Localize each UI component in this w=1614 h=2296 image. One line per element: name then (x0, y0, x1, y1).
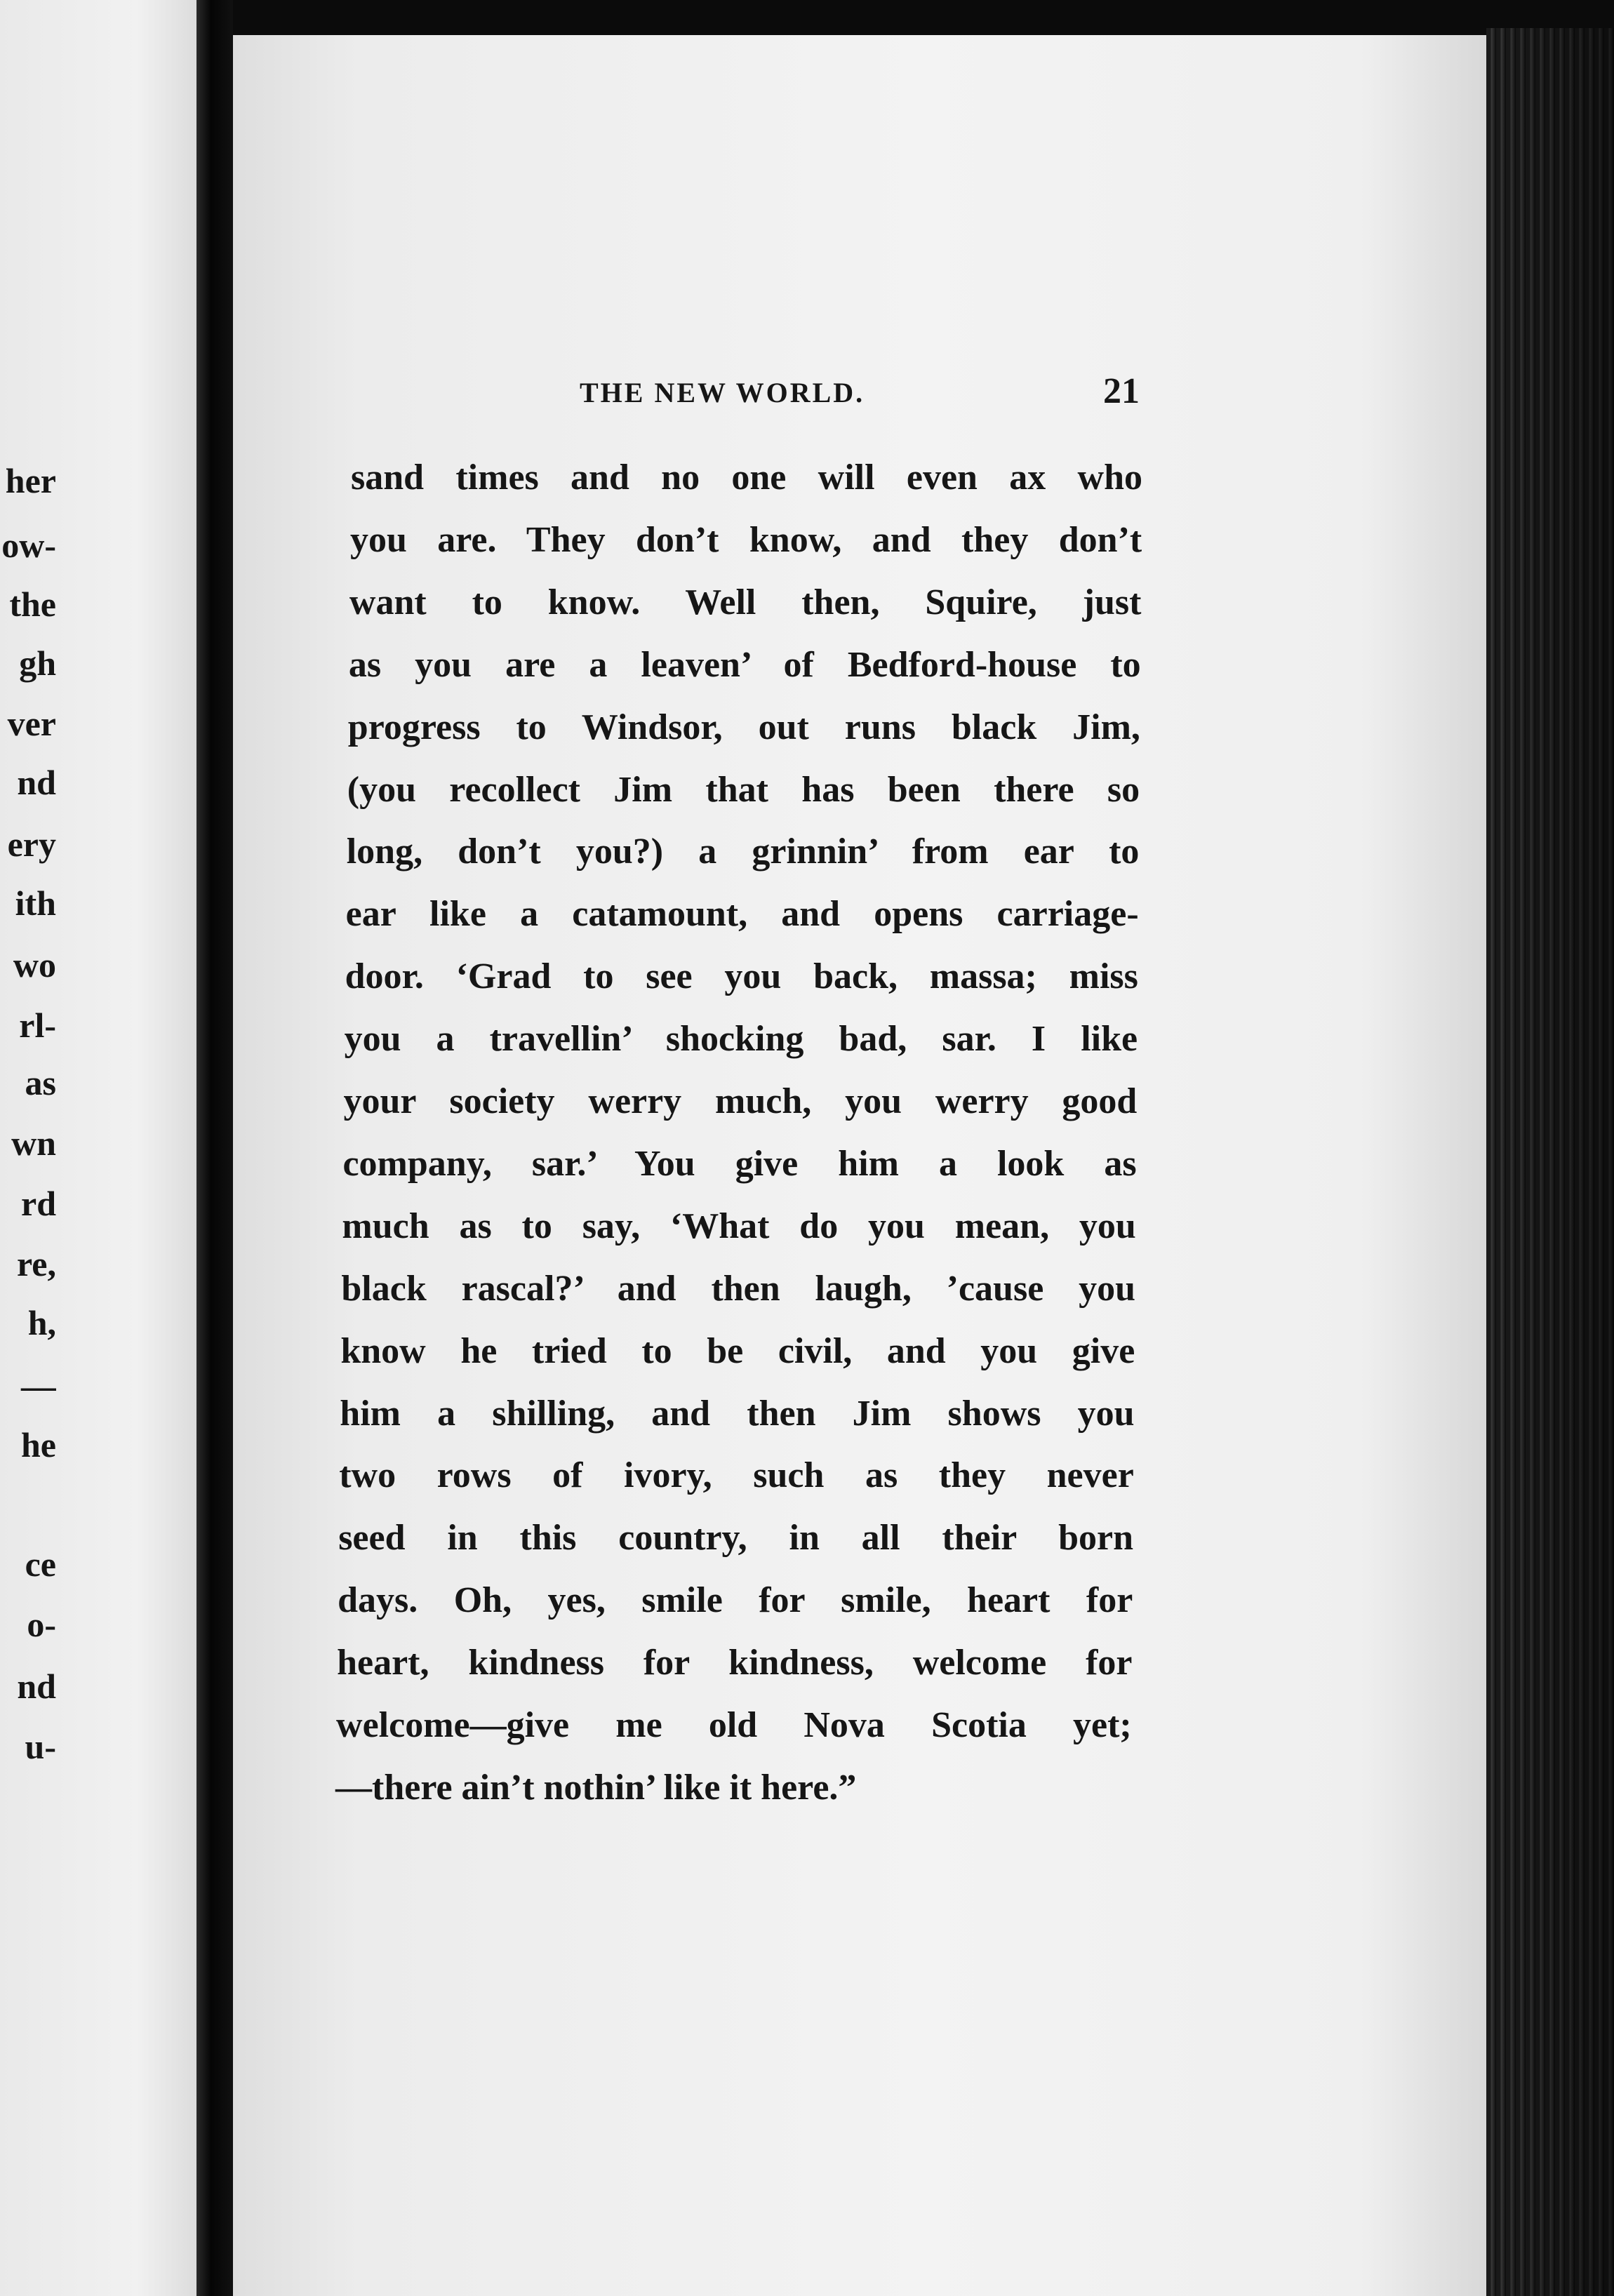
text-line: ear like a catamount, and opens carriage- (345, 894, 1139, 935)
text-line: progress to Windsor, out runs black Jim, (347, 707, 1140, 747)
text-line: black rascal?’ and then laugh, ’cause you (341, 1268, 1136, 1309)
facing-page-fragment: u- (25, 1727, 56, 1766)
facing-page-fragment: ce (25, 1544, 56, 1584)
text-line: you are. They don’t know, and they don’t (349, 519, 1142, 560)
text-line: sand times and no one will even ax who (351, 458, 1142, 498)
facing-page-fragment: ver (7, 704, 56, 743)
facing-page-fragment: he (21, 1425, 56, 1464)
facing-page-fragment: re, (17, 1244, 56, 1283)
facing-page-fragment: nd (17, 763, 56, 802)
facing-page-fragment: rl- (19, 1006, 56, 1045)
text-line: two rows of ivory, such as they never (339, 1455, 1134, 1496)
running-title: THE NEW WORLD. (580, 377, 865, 408)
text-line: company, sar.’ You give him a look as (342, 1143, 1137, 1184)
text-line: long, don’t you?) a grinnin’ from ear to (346, 832, 1140, 872)
text-line: want to know. Well then, Squire, just (349, 582, 1142, 622)
text-line: heart, kindness for kindness, welcome for (337, 1643, 1133, 1683)
facing-page-fragment: h, (27, 1303, 56, 1342)
facing-page-fragment: as (25, 1063, 56, 1102)
text-line: welcome—give me old Nova Scotia yet; (336, 1705, 1132, 1745)
text-line: him a shilling, and then Jim shows you (340, 1393, 1135, 1434)
text-line: know he tried to be civil, and you give (340, 1330, 1135, 1371)
facing-page-fragment: the (9, 585, 56, 624)
text-line: you a travellin’ shocking bad, sar. I like (344, 1019, 1138, 1060)
facing-page-fragment: gh (19, 643, 56, 683)
page-number: 21 (1103, 371, 1140, 411)
facing-page-fragment: wo (13, 945, 56, 985)
facing-page-fragment: her (5, 461, 56, 500)
text-line: as you are a leaven’ of Bedford-house to (348, 644, 1141, 685)
facing-page-fragment: ery (7, 825, 56, 864)
facing-page-fragment: nd (17, 1667, 56, 1706)
text-line: your society werry much, you werry good (343, 1081, 1138, 1121)
text-line: (you recollect Jim that has been there so (347, 769, 1140, 810)
facing-page-fragment: ow- (1, 526, 56, 565)
text-line: much as to say, ‘What do you mean, you (342, 1206, 1136, 1246)
facing-page-fragment: ith (15, 883, 56, 923)
facing-page-fragment: o- (27, 1605, 56, 1644)
text-line: door. ‘Grad to see you back, massa; miss (345, 956, 1138, 997)
facing-page-fragment: rd (21, 1184, 56, 1223)
facing-page-fragment: wn (11, 1123, 56, 1163)
text-line: —there ain’t nothin’ like it here.” (335, 1767, 857, 1808)
text-line: seed in this country, in all their born (338, 1518, 1134, 1559)
facing-page-fragment: — (21, 1366, 56, 1406)
text-line: days. Oh, yes, smile for smile, heart for (338, 1580, 1133, 1621)
